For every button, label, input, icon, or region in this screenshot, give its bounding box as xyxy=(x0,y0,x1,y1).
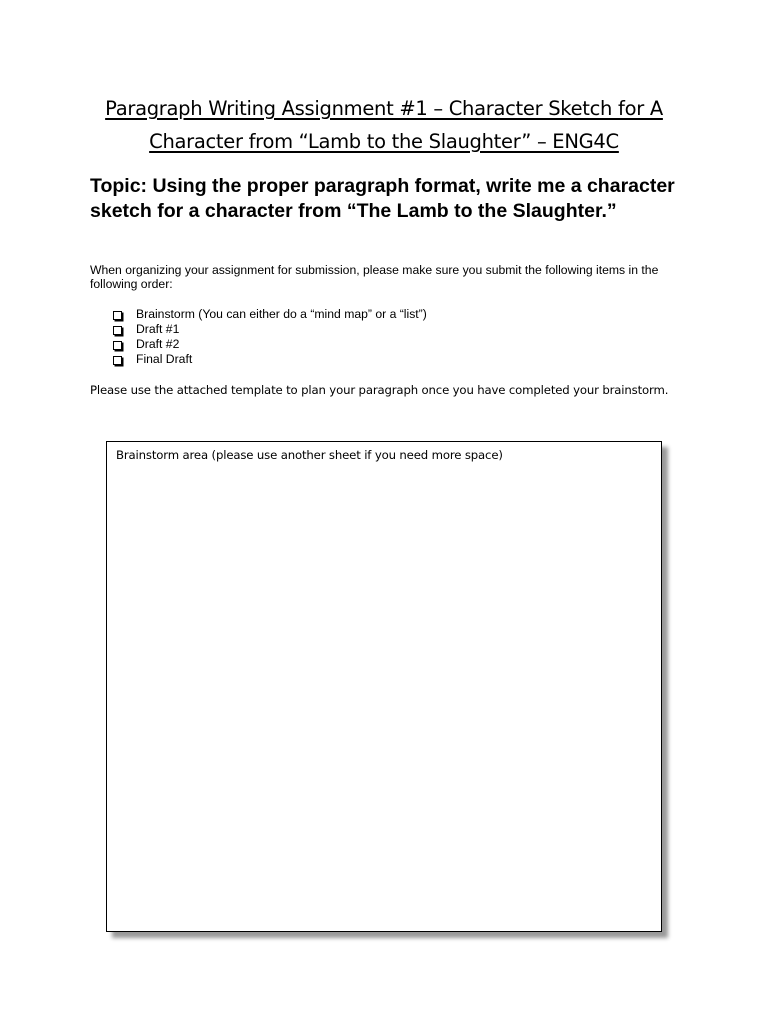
title-line-2: Character from “Lamb to the Slaughter” – ENG4C xyxy=(149,130,619,153)
checklist-item xyxy=(113,352,427,367)
checklist-item xyxy=(113,337,427,352)
checkbox-icon xyxy=(113,341,122,350)
submission-checklist xyxy=(113,307,427,367)
title-line-1: Paragraph Writing Assignment #1 – Character Sketch for A xyxy=(105,97,663,120)
intro-text: When organizing your assignment for submission, please make sure you submit the following items in the following order: xyxy=(90,263,659,291)
checklist-item xyxy=(113,307,427,322)
brainstorm-area-label: Brainstorm area (please use another sheet if you need more space) xyxy=(116,448,503,462)
checklist-item-label: Draft #2 xyxy=(136,337,180,351)
checklist-item-label: Draft #1 xyxy=(136,322,180,336)
checkbox-icon xyxy=(113,311,122,320)
template-note: Please use the attached template to plan your paragraph once you have completed your brainstorm. xyxy=(90,383,669,397)
checklist-item-label: Final Draft xyxy=(136,352,193,366)
checklist-item-label: Brainstorm (You can either do a “mind map” or a “list”) xyxy=(136,307,427,321)
document-title xyxy=(80,92,688,158)
checkbox-icon xyxy=(113,356,122,365)
checklist-item xyxy=(113,322,427,337)
checkbox-icon xyxy=(113,326,122,335)
topic-heading: Topic: Using the proper paragraph format, write me a character sketch for a character from “The Lamb to the Slaughter.” xyxy=(90,175,675,222)
brainstorm-area[interactable] xyxy=(106,441,662,932)
